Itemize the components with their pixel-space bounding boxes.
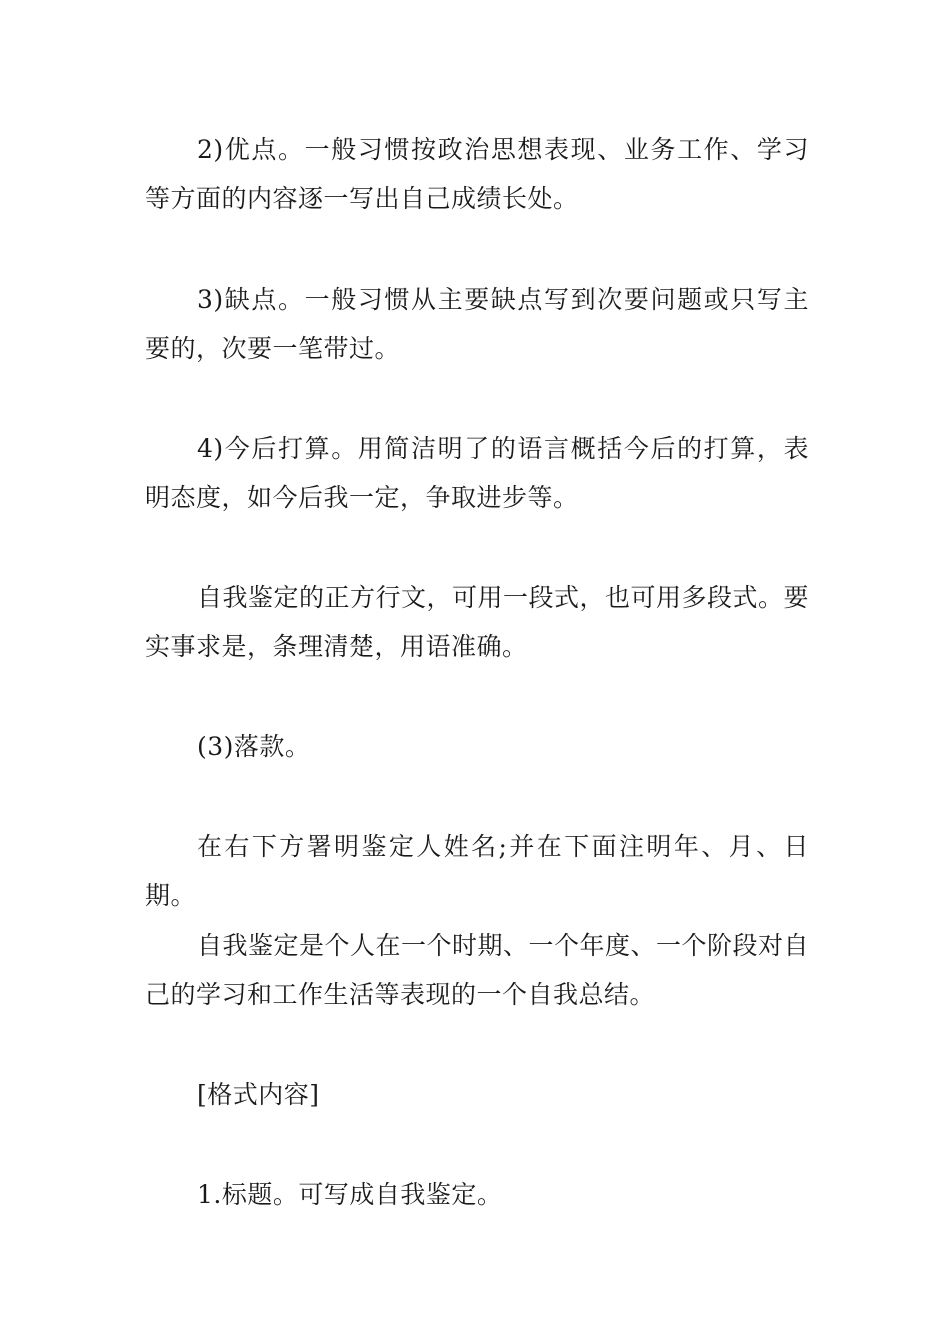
paragraph-body-format: 自我鉴定的正方行文，可用一段式，也可用多段式。要实事求是，条理清楚，用语准确。 [145, 583, 810, 661]
paragraph-future-plans: 4)今后打算。用简洁明了的语言概括今后的打算，表明态度，如今后我一定，争取进步等。 [145, 434, 809, 512]
paragraph-signature-heading: (3)落款。 [197, 732, 311, 761]
paragraph-title-item: 1.标题。可写成自我鉴定。 [197, 1180, 503, 1209]
paragraph-advantages: 2)优点。一般习惯按政治思想表现、业务工作、学习等方面的内容逐一写出自己成绩长处。 [145, 135, 809, 213]
paragraph-shortcomings: 3)缺点。一般习惯从主要缺点写到次要问题或只写主要的，次要一笔带过。 [145, 285, 809, 363]
paragraph-signature-detail: 在右下方署明鉴定人姓名;并在下面注明年、月、日期。 [145, 832, 809, 910]
paragraph-format-heading: [格式内容] [197, 1080, 320, 1109]
paragraph-definition: 自我鉴定是个人在一个时期、一个年度、一个阶段对自己的学习和工作生活等表现的一个自我总结。 [145, 931, 810, 1009]
